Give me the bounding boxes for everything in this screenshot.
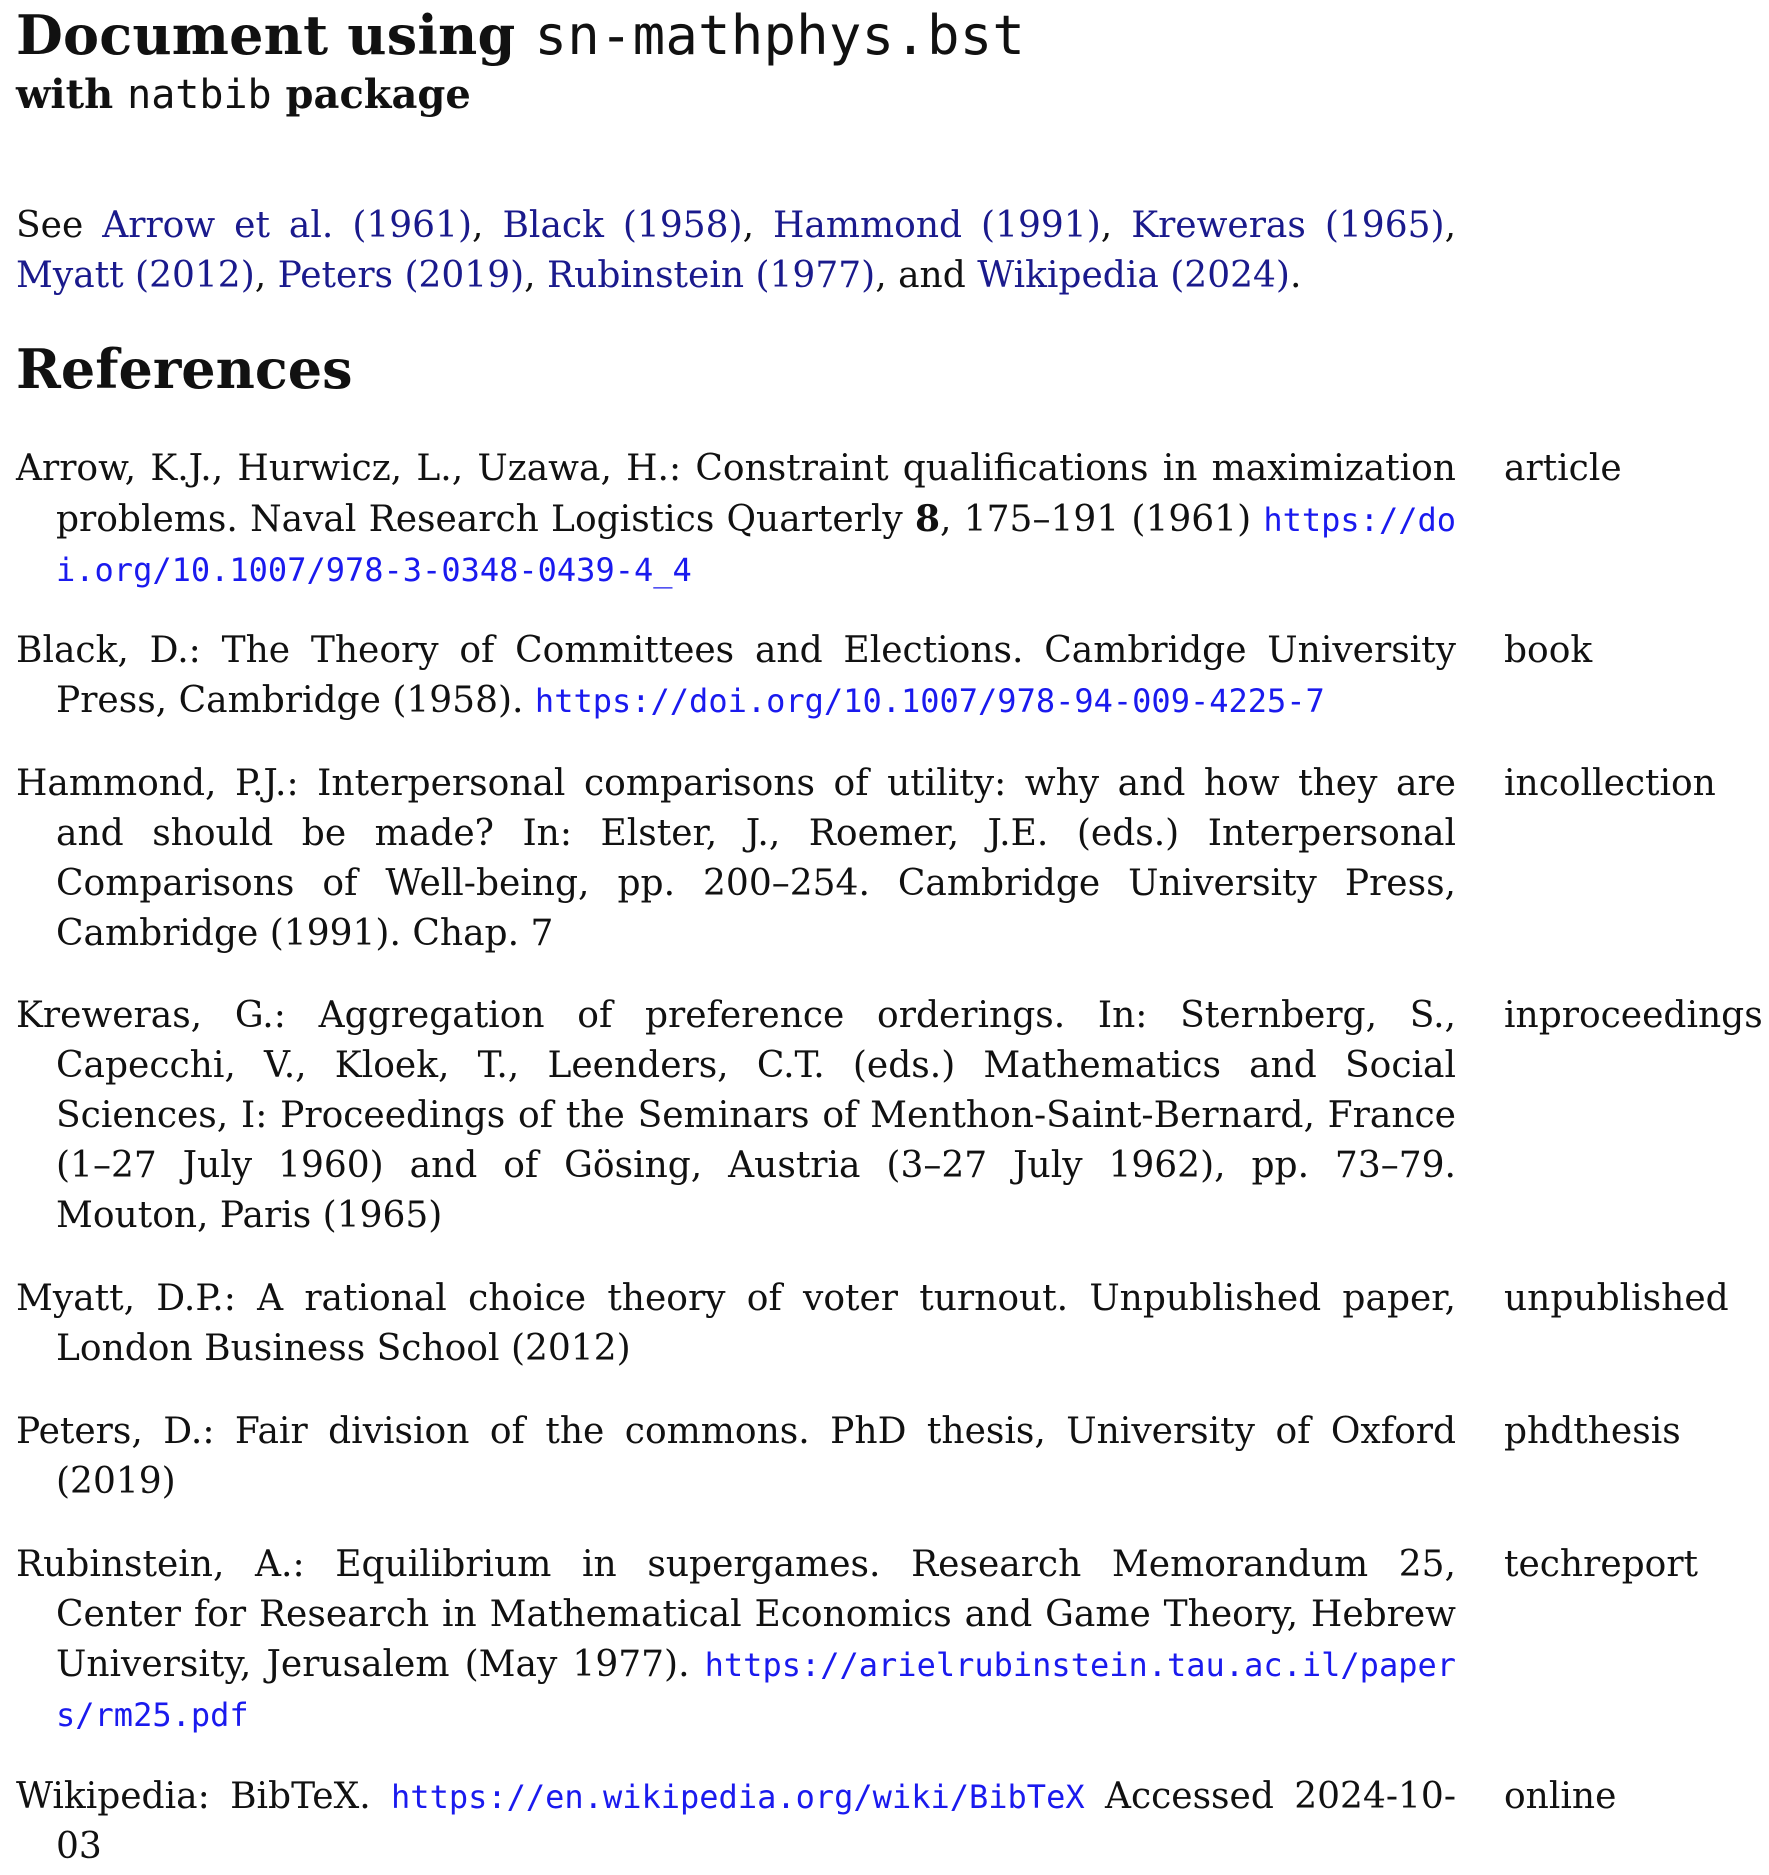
- entry-type-label: article: [1504, 448, 1622, 489]
- document-page: [16, 0, 1763, 1867]
- reference-entry: [16, 1407, 1756, 1507]
- reference-text: Hammond, P.J.: Interpersonal comparisons of utility: why and how they are and should be made? In: Elster, J., Roemer, J.E. (eds.) Interpersonal Comparisons of Well-being, pp. 200–254. Cambridge University Press, Cambridge (1991). Chap. 7: [16, 763, 1456, 954]
- citation-link[interactable]: Rubinstein (1977): [547, 255, 876, 296]
- reference-entry: [16, 1274, 1756, 1374]
- reference-text: Peters, D.: Fair division of the commons. PhD thesis, University of Oxford (2019): [16, 1411, 1456, 1502]
- reference-entry: [16, 626, 1756, 726]
- reference-entry: [16, 444, 1756, 595]
- bst-filename: sn-mathphys.bst: [534, 4, 1026, 67]
- entry-type-label: online: [1504, 1776, 1617, 1817]
- citation-link[interactable]: Myatt (2012): [16, 255, 255, 296]
- citation-link[interactable]: Hammond (1991): [773, 205, 1101, 246]
- paper-link[interactable]: https://arielrubinstein.tau.ac.il/papers/rm25.pdf: [56, 1646, 1456, 1734]
- entry-type-label: techreport: [1504, 1544, 1699, 1585]
- citation-link[interactable]: Black (1958): [502, 205, 743, 246]
- intro-paragraph: See Arrow et al. (1961), Black (1958), Hammond (1991), Kreweras (1965), Myatt (2012), Peters (2019), Rubinstein (1977), and Wikipedia (2024).: [16, 205, 1457, 296]
- entry-type-label: book: [1504, 630, 1593, 671]
- doi-link[interactable]: https://doi.org/10.1007/978-3-0348-0439-4_4: [56, 501, 1457, 589]
- entry-type-label: incollection: [1504, 763, 1716, 804]
- reference-text: Myatt, D.P.: A rational choice theory of voter turnout. Unpublished paper, London Business School (2012): [16, 1278, 1456, 1369]
- reference-text: Rubinstein, A.: Equilibrium in supergames. Research Memorandum 25, Center for Research in Mathematical Economics and Game Theory, Hebrew University, Jerusalem (May 1977). https://arielrubinstein.tau.ac.il/papers/rm25.pdf: [16, 1544, 1456, 1734]
- citation-link[interactable]: Arrow et al. (1961): [102, 205, 473, 246]
- citation-link[interactable]: Wikipedia (2024): [977, 255, 1290, 296]
- doi-link[interactable]: https://doi.org/10.1007/978-94-009-4225-7: [534, 682, 1325, 720]
- entry-type-label: unpublished: [1504, 1278, 1729, 1319]
- entry-type-label: phdthesis: [1504, 1411, 1681, 1452]
- entry-type-label: inproceedings: [1504, 995, 1763, 1036]
- reference-entry: [16, 991, 1763, 1241]
- reference-entry: [16, 1540, 1756, 1740]
- document-subtitle: with natbib package: [16, 71, 471, 118]
- citation-link[interactable]: Kreweras (1965): [1131, 205, 1445, 246]
- reference-text: Wikipedia: BibTeX. https://en.wikipedia.org/wiki/BibTeX Accessed 2024-10-03: [16, 1776, 1456, 1867]
- document-title: Document using sn-mathphys.bst: [16, 3, 1026, 67]
- wiki-link[interactable]: https://en.wikipedia.org/wiki/BibTeX: [391, 1778, 1085, 1816]
- reference-text: Black, D.: The Theory of Committees and Elections. Cambridge University Press, Cambridge (1958). https://doi.org/10.1007/978-94-009-4225-7: [16, 630, 1456, 721]
- reference-entry: [16, 1772, 1756, 1872]
- references-heading: References: [16, 337, 353, 401]
- reference-entry: [16, 759, 1756, 959]
- reference-text: Kreweras, G.: Aggregation of preference orderings. In: Sternberg, S., Capecchi, V., Kloek, T., Leenders, C.T. (eds.) Mathematics and Social Sciences, I: Proceedings of the Seminars of Menthon-Saint-Bernard, France (1–27 July 1960) and of Gösing, Austria (3–27 July 1962), pp. 73–79. Mouton, Paris (1965): [16, 995, 1456, 1236]
- reference-text: Arrow, K.J., Hurwicz, L., Uzawa, H.: Constraint qualifications in maximization problems. Naval Research Logistics Quarterly 8, 175–191 (1961) https://doi.org/10.1007/978-3-0348-0439-4_4: [16, 448, 1457, 589]
- citation-link[interactable]: Peters (2019): [277, 255, 525, 296]
- package-name: natbib: [127, 72, 272, 118]
